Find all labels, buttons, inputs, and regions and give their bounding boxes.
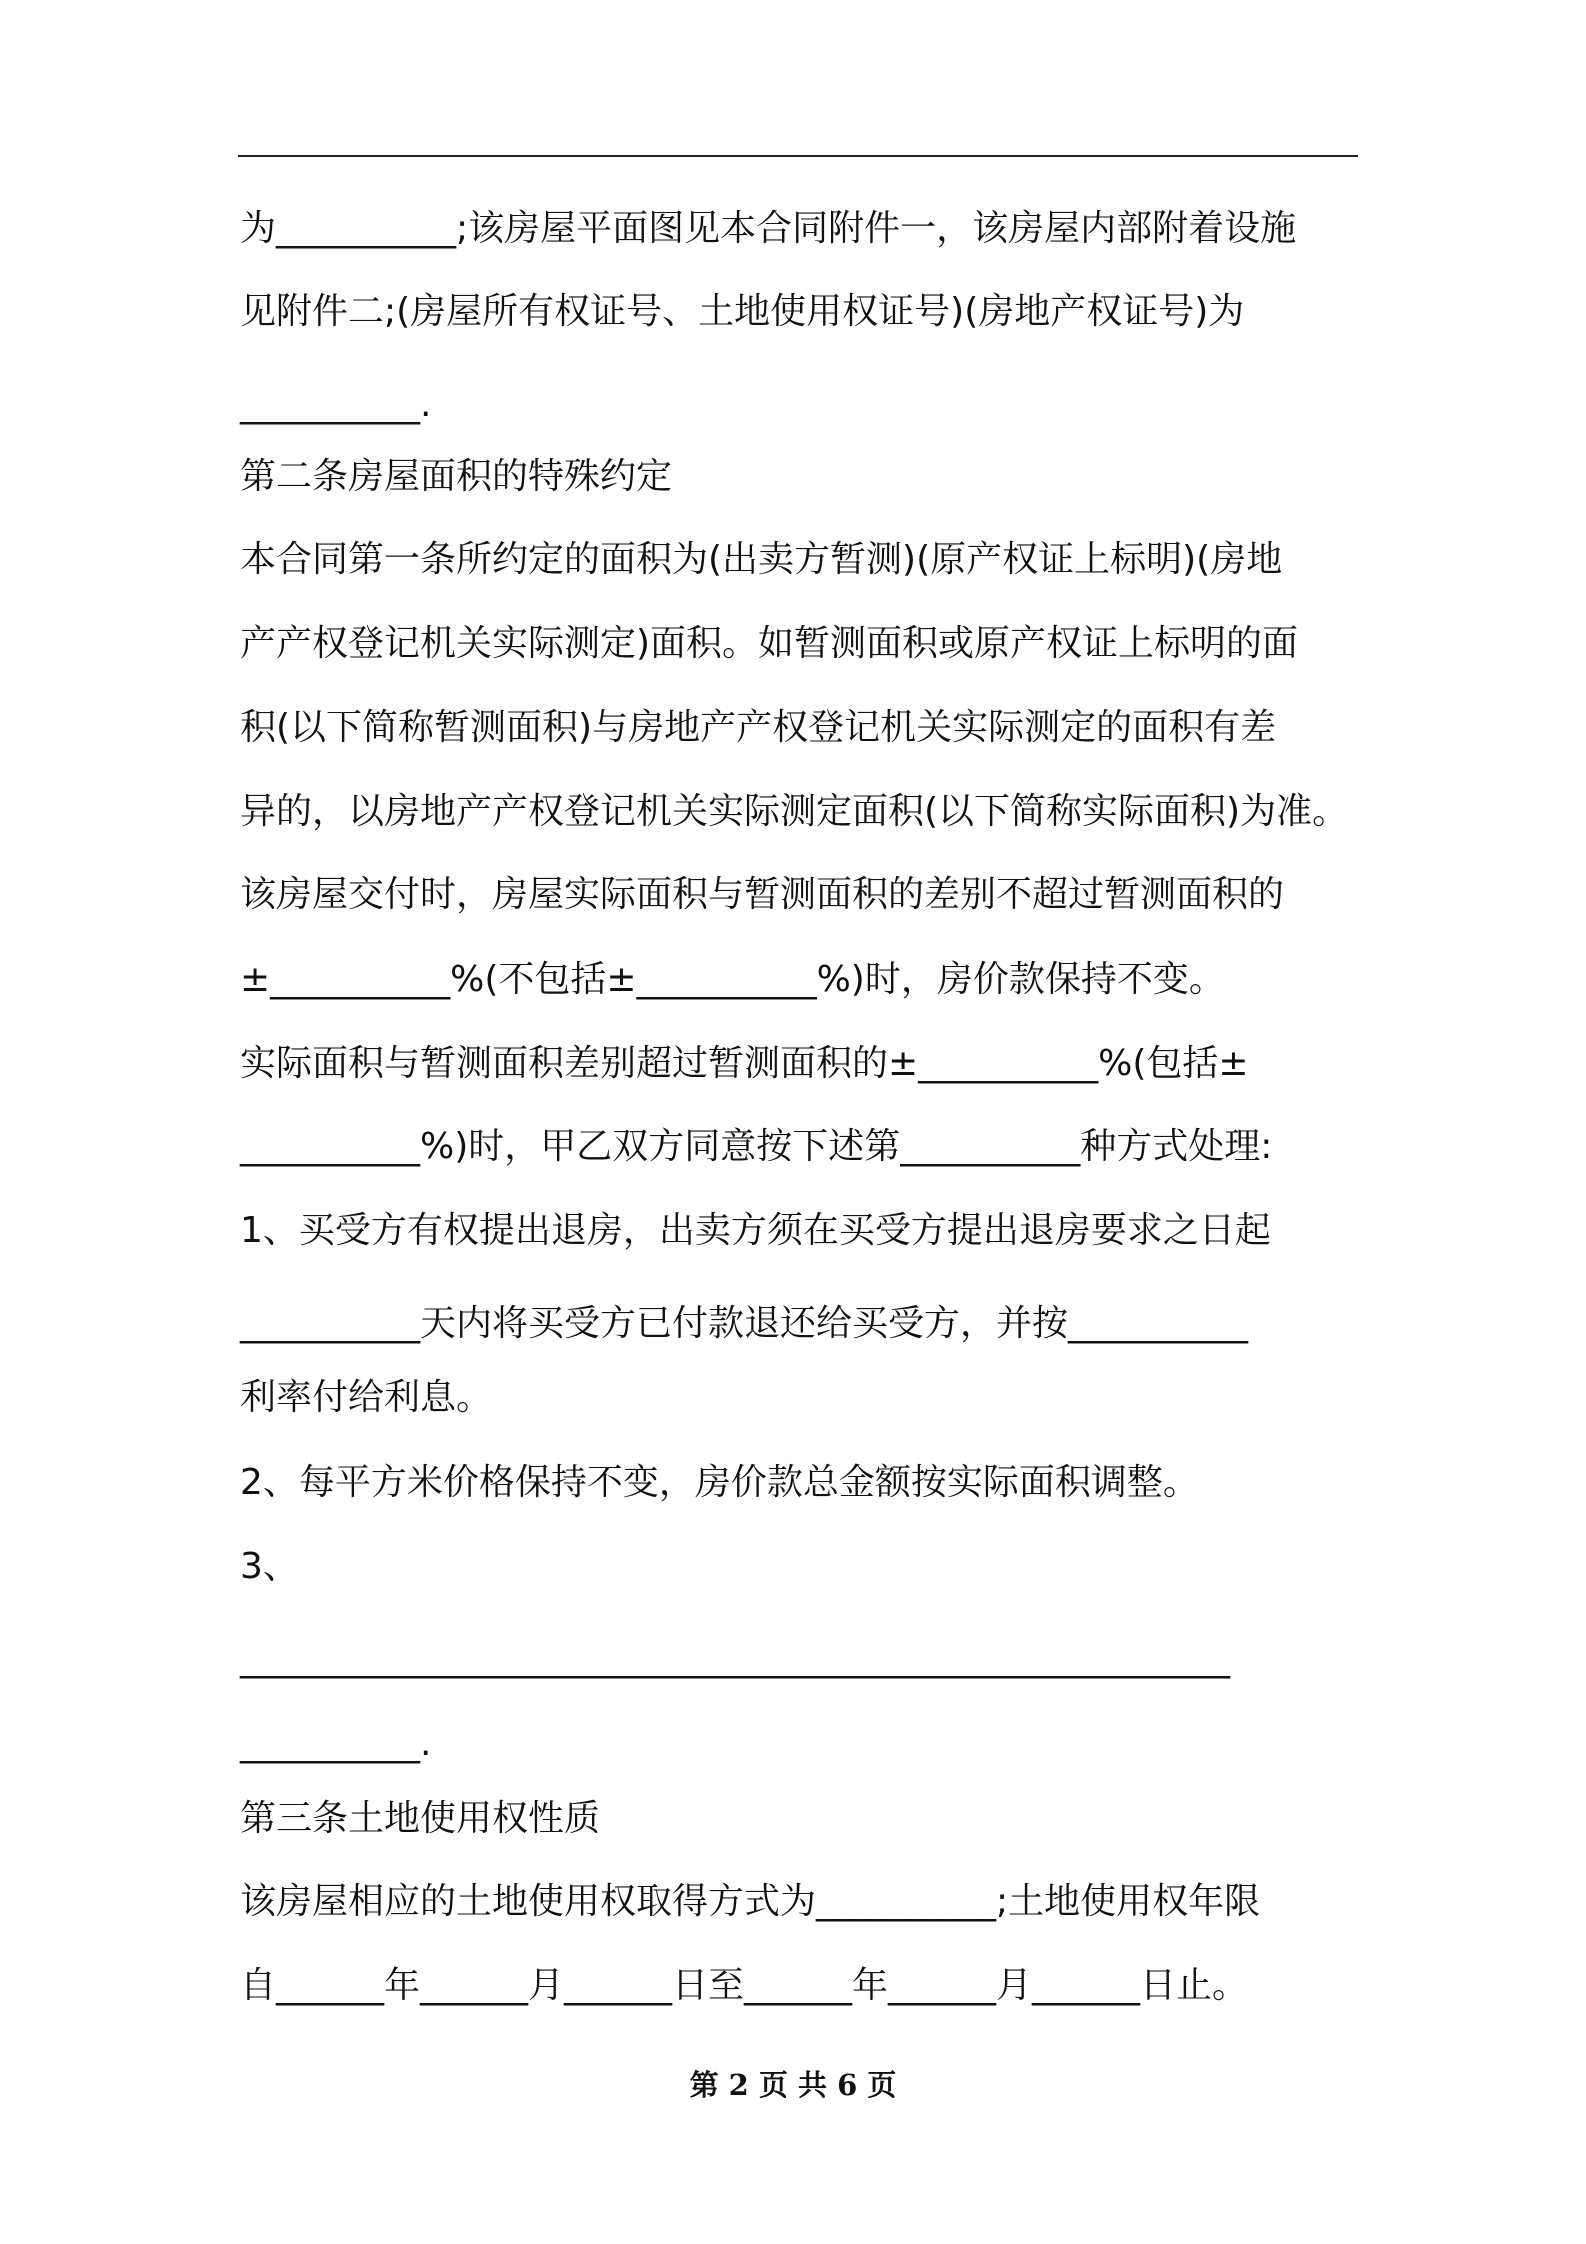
page-footer: 第 2 页 共 6 页 [689, 2068, 897, 2102]
text-line: 该房屋交付时，房屋实际面积与暂测面积的差别不超过暂测面积的 [240, 874, 1285, 915]
text-line: __________天内将买受方已付款退还给买受方，并按__________ [240, 1303, 1249, 1344]
text-line: 见附件二;(房屋所有权证号、土地使用权证号)(房地产权证号)为 [240, 291, 1245, 332]
text-line: _______________________________________________________ [240, 1638, 1230, 1679]
text-line: 该房屋相应的土地使用权取得方式为__________;土地使用权年限 [240, 1881, 1261, 1922]
header-rule [238, 155, 1358, 157]
text-line: 积(以下简称暂测面积)与房地产产权登记机关实际测定的面积有差 [240, 707, 1277, 748]
text-line: __________. [240, 384, 432, 425]
text-line: ±__________%(不包括±__________%)时，房价款保持不变。 [240, 959, 1225, 1000]
section-heading: 第三条土地使用权性质 [240, 1798, 601, 1839]
text-line: 本合同第一条所约定的面积为(出卖方暂测)(原产权证上标明)(房地 [240, 539, 1283, 580]
section-heading: 第二条房屋面积的特殊约定 [240, 456, 673, 497]
text-line: __________. [240, 1723, 432, 1764]
text-line: 实际面积与暂测面积差别超过暂测面积的±__________%(包括± [240, 1043, 1249, 1084]
list-item: 2、每平方米价格保持不变，房价款总金额按实际面积调整。 [240, 1462, 1199, 1503]
text-line: 为__________;该房屋平面图见本合同附件一，该房屋内部附着设施 [240, 208, 1297, 249]
text-line: __________%)时，甲乙双方同意按下述第__________种方式处理: [240, 1126, 1273, 1167]
list-item: 1、买受方有权提出退房，出卖方须在买受方提出退房要求之日起 [240, 1210, 1271, 1251]
list-item: 3、 [240, 1546, 299, 1587]
text-line: 自______年______月______日至______年______月______日止。 [240, 1965, 1249, 2006]
text-line: 利率付给利息。 [240, 1377, 493, 1418]
text-line: 产产权登记机关实际测定)面积。如暂测面积或原产权证上标明的面 [240, 623, 1299, 664]
text-line: 异的，以房地产产权登记机关实际测定面积(以下简称实际面积)为准。 [240, 791, 1349, 832]
